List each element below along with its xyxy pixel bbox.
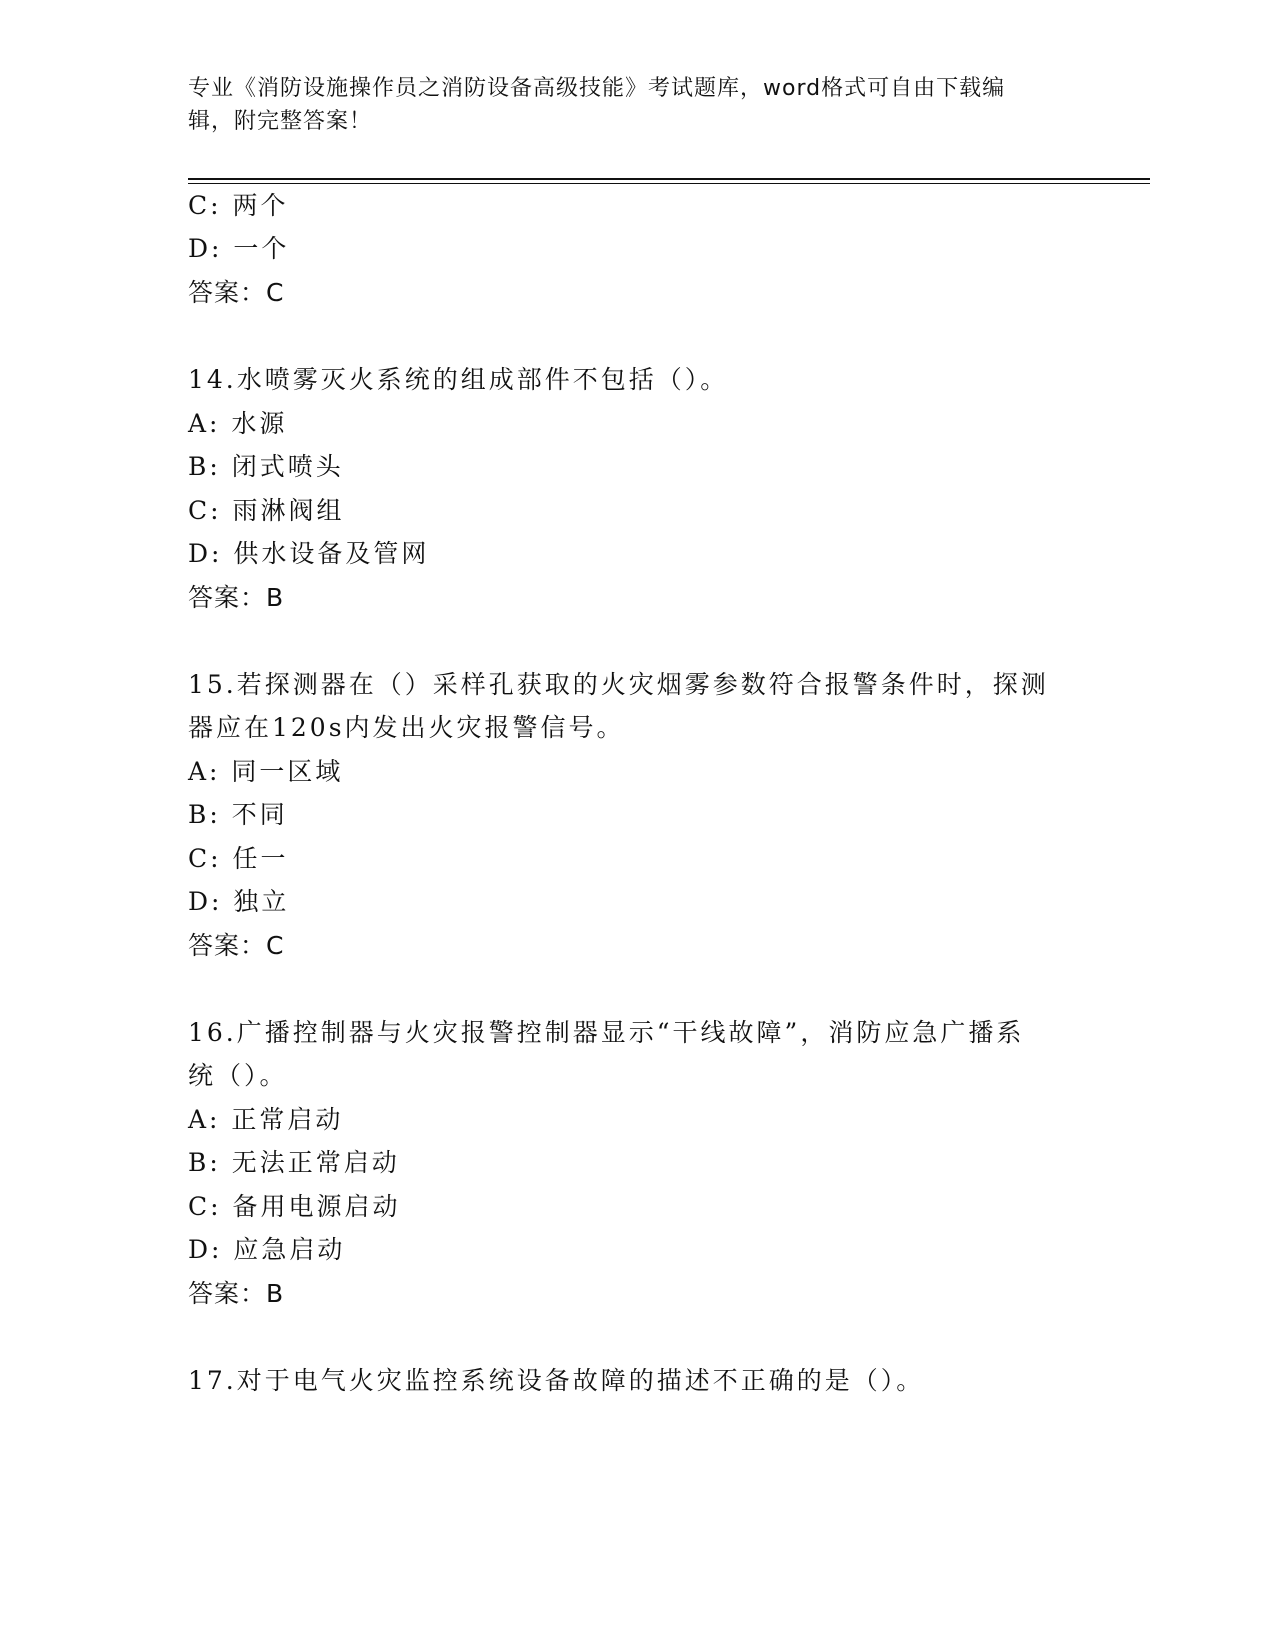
q15-option-d: D: 独立: [188, 887, 290, 916]
q13-answer: 答案：C: [188, 278, 285, 307]
q16-stem-line-2: 统（）。: [188, 1061, 288, 1090]
q16-option-d: D: 应急启动: [188, 1235, 346, 1264]
q15-stem-line-1: 15.若探测器在（）采样孔获取的火灾烟雾参数符合报警条件时，探测: [188, 670, 1049, 699]
q13-option-d: D: 一个: [188, 234, 290, 263]
q15-answer: 答案：C: [188, 931, 285, 960]
q14-option-c: C: 雨淋阀组: [188, 496, 345, 525]
q15-option-a: A: 同一区域: [188, 757, 344, 786]
header-line-1: 专业《消防设施操作员之消防设备高级技能》考试题库，word格式可自由下载编: [188, 76, 1006, 101]
q14-option-a: A: 水源: [188, 409, 288, 438]
q13-option-c: C: 两个: [188, 191, 289, 220]
document-header: [188, 72, 1068, 138]
q14-option-d: D: 供水设备及管网: [188, 539, 430, 568]
q16-option-a: A: 正常启动: [188, 1105, 344, 1134]
q14-stem: 14.水喷雾灭火系统的组成部件不包括（）。: [188, 365, 729, 394]
q16-option-c: C: 备用电源启动: [188, 1192, 401, 1221]
header-rule-thin: [188, 183, 1150, 184]
q15-option-c: C: 任一: [188, 844, 289, 873]
q16-answer: 答案：B: [188, 1279, 285, 1308]
q16-option-b: B: 无法正常启动: [188, 1148, 400, 1177]
q14-answer: 答案：B: [188, 583, 285, 612]
q15-stem-line-2: 器应在120s内发出火灾报警信号。: [188, 713, 625, 742]
q15-option-b: B: 不同: [188, 800, 288, 829]
q17-stem: 17.对于电气火灾监控系统设备故障的描述不正确的是（）。: [188, 1366, 925, 1395]
header-line-2: 辑，附完整答案！: [188, 109, 373, 134]
header-rule-thick: [188, 178, 1150, 180]
q14-option-b: B: 闭式喷头: [188, 452, 344, 481]
q16-stem-line-1: 16.广播控制器与火灾报警控制器显示“干线故障”，消防应急广播系: [188, 1018, 1025, 1047]
